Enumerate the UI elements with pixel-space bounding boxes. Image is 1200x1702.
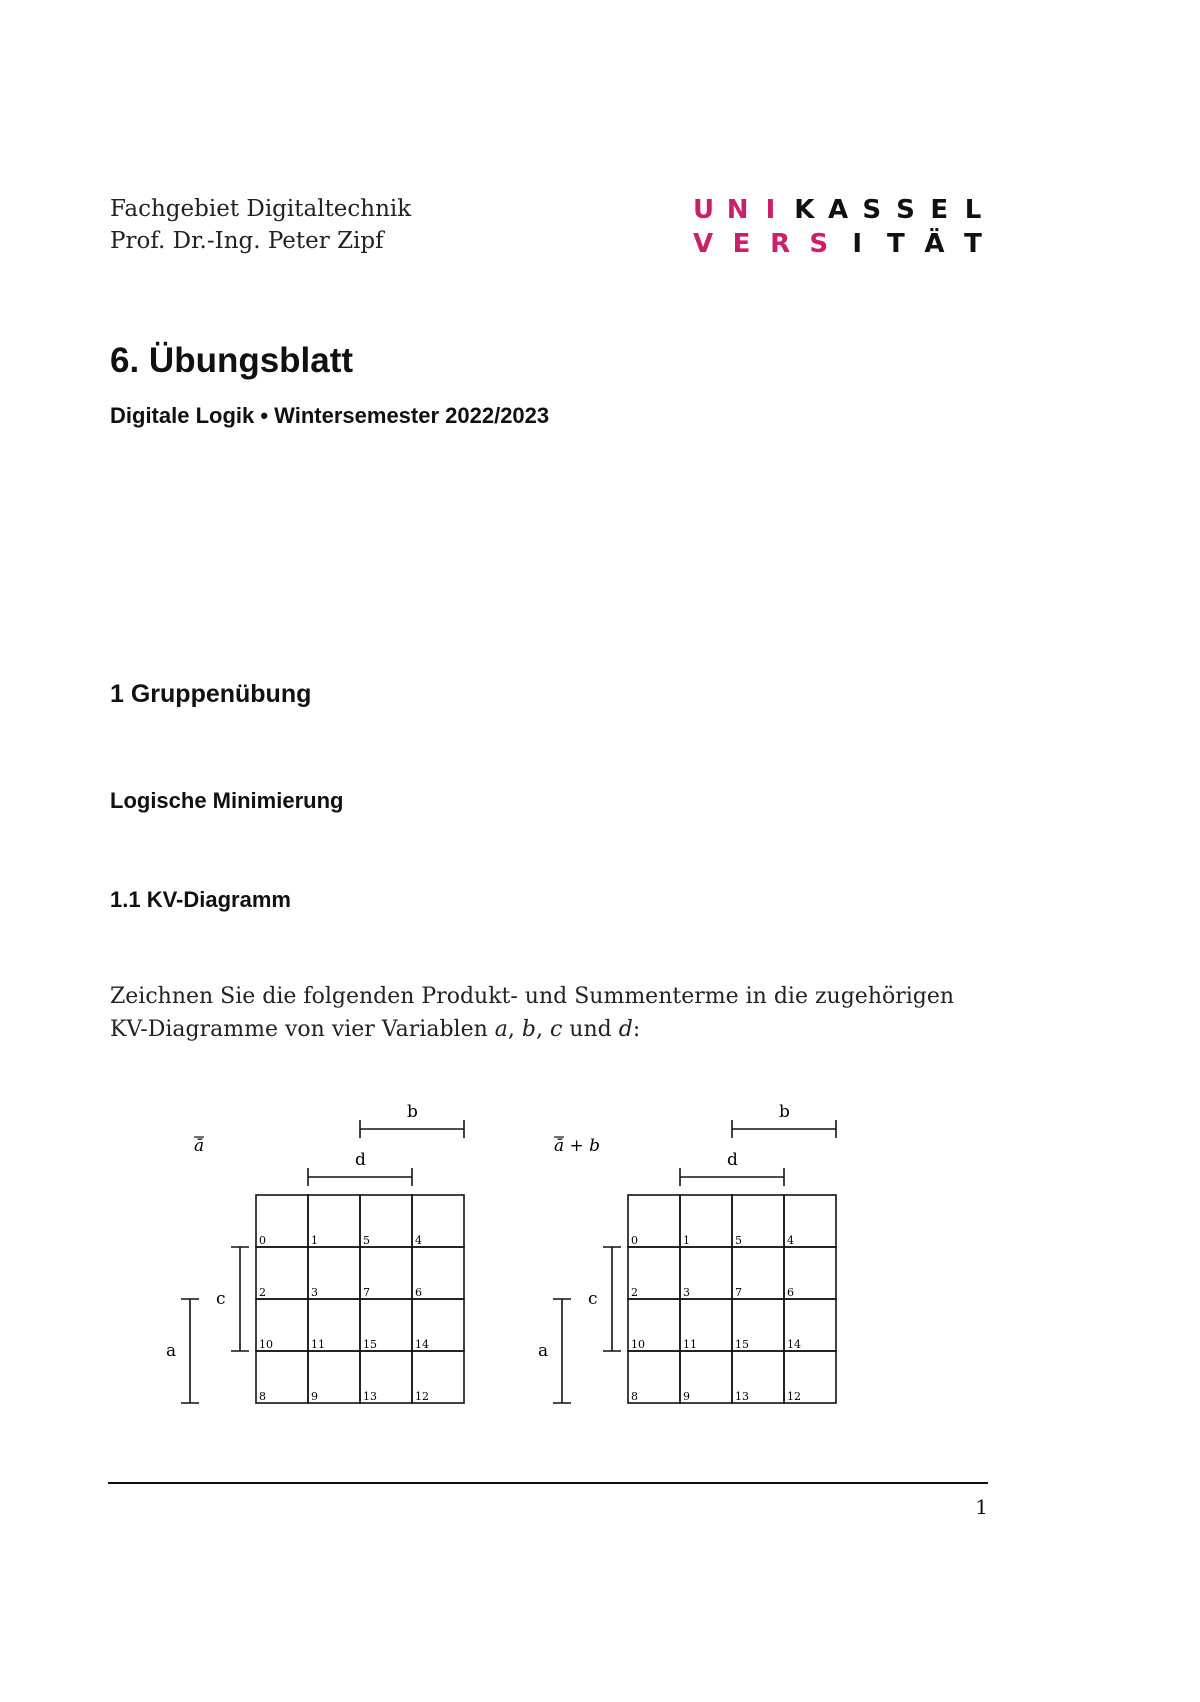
kv2-cell-index: 10 <box>631 1338 645 1351</box>
logo-letter: S <box>862 195 882 225</box>
logo-letter: I <box>852 229 863 259</box>
kv1-c-label: c <box>216 1289 226 1309</box>
logo-letter: Ä <box>924 229 945 259</box>
logo-letter: T <box>886 229 905 259</box>
kv2-cell-index: 13 <box>735 1390 749 1403</box>
kv2-b-label: b <box>779 1102 790 1122</box>
var-d: d <box>618 1017 633 1042</box>
professor-name: Prof. Dr.-Ing. Peter Zipf <box>110 228 384 254</box>
kv2-cell-index: 15 <box>735 1338 749 1351</box>
page-title: 6. Übungsblatt <box>110 341 354 380</box>
kv2-cell-index: 1 <box>683 1234 690 1247</box>
kv1-cell-index: 7 <box>363 1286 370 1299</box>
logo-letter: U <box>693 195 715 225</box>
logo-letter: E <box>930 195 949 225</box>
section-heading: 1 Gruppenübung <box>110 680 312 708</box>
kv1-cell-index: 15 <box>363 1338 377 1351</box>
logo-letter: I <box>765 195 776 225</box>
kv1-cell-index: 3 <box>311 1286 318 1299</box>
topic-heading: Logische Minimierung <box>110 788 344 813</box>
logo-letter: L <box>964 195 982 225</box>
kv1-cell-index: 6 <box>415 1286 422 1299</box>
kv1-cell-index: 8 <box>259 1390 266 1403</box>
logo-letter: S <box>809 229 829 259</box>
logo-letter: S <box>896 195 915 225</box>
kv2-cell-index: 4 <box>787 1234 794 1247</box>
kv1-cell-index: 14 <box>415 1338 429 1351</box>
kv1-cell-index: 0 <box>259 1234 266 1247</box>
kv2-cell-index: 14 <box>787 1338 801 1351</box>
logo-letter: E <box>732 229 751 259</box>
kv2-term-label: ā + b <box>554 1136 601 1156</box>
kv1-cell-index: 12 <box>415 1390 429 1403</box>
logo-letter: A <box>828 195 849 225</box>
var-b: b <box>521 1017 536 1042</box>
kv2-cell-index: 12 <box>787 1390 801 1403</box>
logo-letter: V <box>693 229 714 259</box>
kv1-cell-index: 9 <box>311 1390 318 1403</box>
kv1-d-label: d <box>355 1150 366 1170</box>
kv2-cell-index: 2 <box>631 1286 638 1299</box>
kv2-cell-index: 3 <box>683 1286 690 1299</box>
kv2-cell-index: 11 <box>683 1338 697 1351</box>
kv2-a-label: a <box>538 1341 549 1361</box>
kv1-cell-index: 10 <box>259 1338 273 1351</box>
department-name: Fachgebiet Digitaltechnik <box>110 196 412 222</box>
kv2-cell-index: 5 <box>735 1234 742 1247</box>
kv1-cell-index: 11 <box>311 1338 325 1351</box>
logo-letter: T <box>964 229 982 259</box>
task-line-2: KV-Diagramme von vier Variablen a, b, c und d: <box>110 1017 641 1042</box>
kv1-b-label: b <box>407 1102 418 1122</box>
footer-rule <box>108 1482 988 1484</box>
kv2-cell-index: 6 <box>787 1286 794 1299</box>
kv2-cell-index: 8 <box>631 1390 638 1403</box>
page-number: 1 <box>975 1495 988 1519</box>
kv2-c-label: c <box>588 1289 598 1309</box>
var-c: c <box>549 1017 563 1042</box>
task-line-1: Zeichnen Sie die folgenden Produkt- und Summenterme in die zugehörigen <box>110 984 955 1009</box>
logo-letter: N <box>726 195 749 225</box>
kv1-term-label: ā <box>194 1136 205 1156</box>
kv2-cell-index: 7 <box>735 1286 742 1299</box>
kv1-cell-index: 13 <box>363 1390 377 1403</box>
kv2-d-label: d <box>727 1150 738 1170</box>
kv2-cell-index: 0 <box>631 1234 638 1247</box>
page-subtitle: Digitale Logik • Wintersemester 2022/2023 <box>110 403 550 428</box>
logo-letter: K <box>794 195 815 225</box>
kv1-cell-index: 5 <box>363 1234 370 1247</box>
logo-letter: R <box>770 229 791 259</box>
kv1-cell-index: 1 <box>311 1234 318 1247</box>
subsection-heading: 1.1 KV-Diagramm <box>110 887 291 912</box>
kv1-cell-index: 4 <box>415 1234 422 1247</box>
var-a: a <box>494 1017 508 1042</box>
kv2-cell-index: 9 <box>683 1390 690 1403</box>
kv1-cell-index: 2 <box>259 1286 266 1299</box>
kv1-a-label: a <box>166 1341 177 1361</box>
